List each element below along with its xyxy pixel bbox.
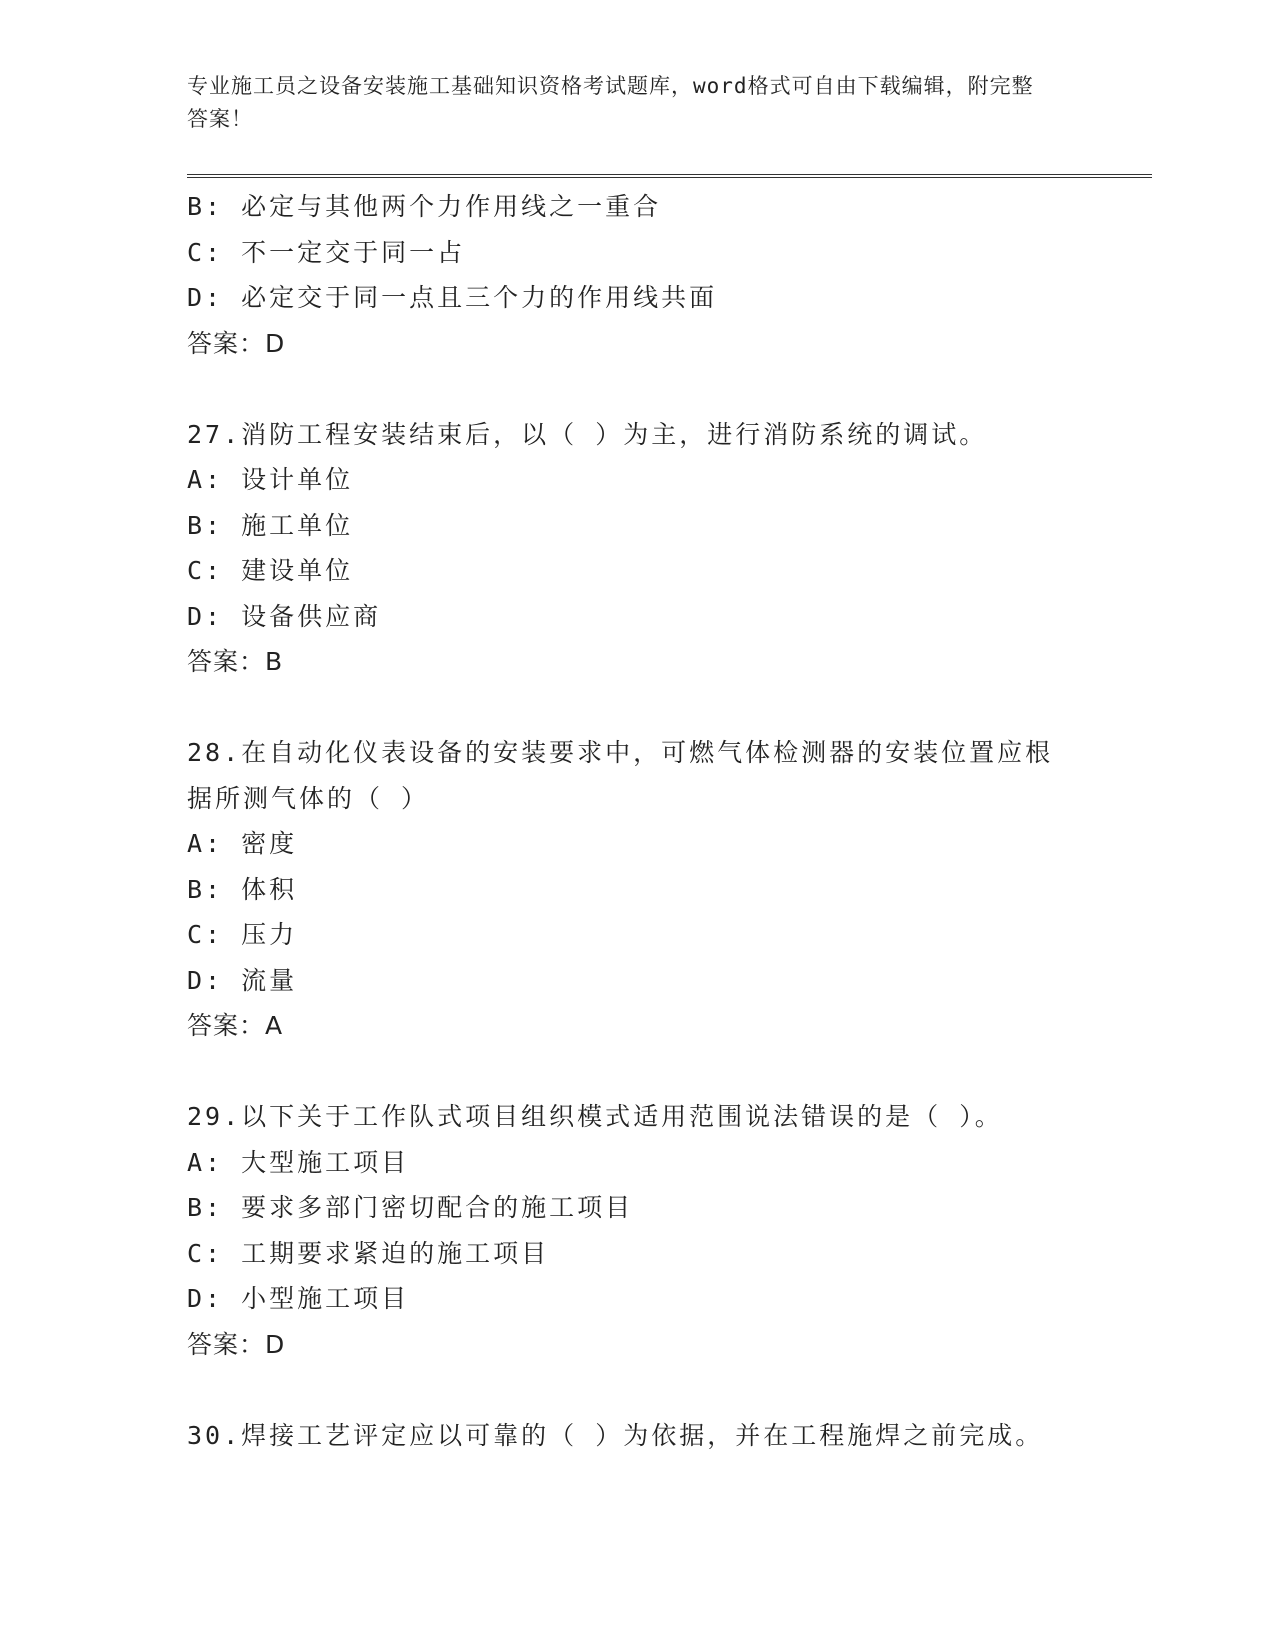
option-b: B: 要求多部门密切配合的施工项目 <box>187 1193 634 1222</box>
answer: 答案：B <box>187 647 284 676</box>
question-29 <box>187 1094 1152 1367</box>
option-b: B: 必定与其他两个力作用线之一重合 <box>187 192 662 221</box>
spacer <box>187 366 1152 412</box>
option-c: C: 不一定交于同一占 <box>187 237 466 267</box>
option-b: B: 施工单位 <box>187 510 354 540</box>
question-stem: 27.消防工程安装结束后，以（ ）为主，进行消防系统的调试。 <box>187 419 988 449</box>
document-page <box>187 70 1152 1458</box>
option-b: B: 体积 <box>187 874 298 904</box>
option-d: D: 小型施工项目 <box>187 1284 410 1313</box>
option-d: D: 必定交于同一点且三个力的作用线共面 <box>187 283 718 312</box>
answer: 答案：D <box>187 328 286 358</box>
option-d: D: 流量 <box>187 965 298 995</box>
question-stem: 29.以下关于工作队式项目组织模式适用范围说法错误的是（ ）。 <box>187 1102 1003 1131</box>
spacer <box>187 1367 1152 1413</box>
question-26-continued <box>187 184 1152 366</box>
option-a: A: 密度 <box>187 829 298 858</box>
header-divider <box>187 174 1152 178</box>
spacer <box>187 1049 1152 1095</box>
answer: 答案：D <box>187 1329 286 1359</box>
question-30 <box>187 1413 1152 1459</box>
document-header: 专业施工员之设备安装施工基础知识资格考试题库，word格式可自由下载编辑，附完整答案！ <box>187 74 1034 131</box>
question-stem: 30.焊接工艺评定应以可靠的（ ）为依据，并在工程施焊之前完成。 <box>187 1420 1044 1450</box>
question-list <box>187 184 1152 1458</box>
answer: 答案：A <box>187 1011 284 1040</box>
question-stem: 28.在自动化仪表设备的安装要求中，可燃气体检测器的安装位置应根据所测气体的（ ） <box>187 738 1054 813</box>
question-28 <box>187 730 1152 1049</box>
option-c: C: 建设单位 <box>187 556 354 585</box>
option-c: C: 工期要求紧迫的施工项目 <box>187 1238 550 1268</box>
option-a: A: 大型施工项目 <box>187 1147 410 1177</box>
question-27 <box>187 412 1152 685</box>
option-c: C: 压力 <box>187 920 298 949</box>
option-d: D: 设备供应商 <box>187 601 382 631</box>
spacer <box>187 685 1152 731</box>
option-a: A: 设计单位 <box>187 465 354 494</box>
